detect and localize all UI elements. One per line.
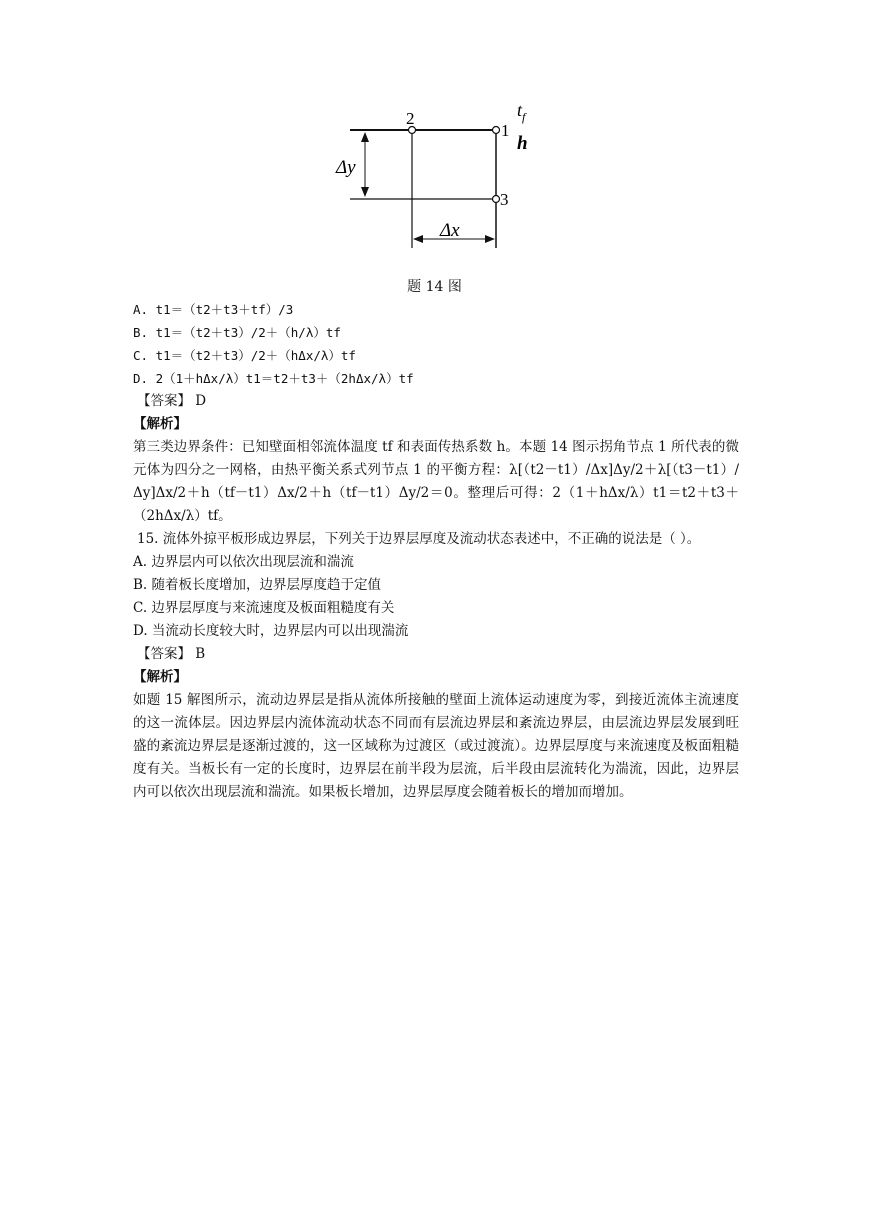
q15-option-c: C. 边界层厚度与来流速度及板面粗糙度有关: [133, 600, 395, 616]
dy-arrowhead-bottom: [361, 187, 369, 197]
dx-arrowhead-left: [413, 235, 423, 243]
tf-main: t: [517, 100, 523, 120]
dy-arrowhead-top: [361, 132, 369, 142]
node-1-label: 1: [501, 121, 510, 140]
question-content: [133, 298, 739, 804]
q14-analysis-label: 【解析】: [133, 416, 187, 432]
node-3-label: 3: [500, 190, 509, 209]
node-1-marker: [493, 127, 500, 134]
q15-analysis-label: 【解析】: [133, 669, 187, 685]
q14-option-c: C. t1＝（t2＋t3）/2＋（hΔx/λ）tf: [133, 348, 356, 363]
q15-option-d: D. 当流动长度较大时，边界层内可以出现湍流: [133, 623, 409, 639]
node-3-marker: [493, 196, 500, 203]
q15-option-a: A. 边界层内可以依次出现层流和湍流: [133, 554, 354, 570]
q15-stem: 15. 流体外掠平板形成边界层，下列关于边界层厚度及流动状态表述中，不正确的说法是（ ）。: [137, 531, 701, 547]
node-diagram: [320, 96, 550, 256]
node-2-label: 2: [406, 109, 415, 128]
tf-subscript: f: [522, 110, 526, 124]
q15-option-b: B. 随着板长度增加，边界层厚度趋于定值: [133, 577, 382, 593]
dx-arrowhead-right: [485, 235, 495, 243]
q14-analysis: 第三类边界条件：已知壁面相邻流体温度 tf 和表面传热系数 h。本题 14 图示拐角节点 1 所代表的微元体为四分之一网格，由热平衡关系式列节点 1 的平衡方程：λ[（t2－t1）/Δx]Δy/2＋λ[（t3－t1）/Δy]Δx/2＋h（tf－t1）Δx/2＋h（tf－t1）Δy/2＝0。整理后可得：2（1＋hΔx/λ）t1＝t2＋t3＋（2hΔx/λ）tf。: [133, 439, 739, 524]
tf-label: [517, 100, 527, 124]
q14-option-a: A. t1＝（t2＋t3＋tf）/3: [133, 302, 294, 317]
q15-analysis: 如题 15 解图所示，流动边界层是指从流体所接触的壁面上流体运动速度为零，到接近流体主流速度的这一流体层。因边界层内流体流动状态不同而有层流边界层和紊流边界层，由层流边界层发展到旺盛的紊流边界层是逐渐过渡的，这一区域称为过渡区（或过渡流）。边界层厚度与来流速度及板面粗糙度有关。当板长有一定的长度时，边界层在前半段为层流，后半段由层流转化为湍流，因此，边界层内可以依次出现层流和湍流。如果板长增加，边界层厚度会随着板长的增加而增加。: [133, 692, 739, 800]
dy-label: Δy: [336, 157, 356, 178]
h-label: h: [517, 133, 528, 154]
q14-option-b: B. t1＝（t2＋t3）/2＋（h/λ）tf: [133, 325, 341, 340]
q14-answer: 【答案】 D: [137, 393, 207, 409]
q15-answer: 【答案】 B: [137, 646, 206, 662]
figure-caption: 题 14 图: [407, 279, 462, 295]
dx-label: Δx: [440, 220, 460, 241]
q14-option-d: D. 2（1＋hΔx/λ）t1＝t2＋t3＋（2hΔx/λ）tf: [133, 371, 414, 386]
